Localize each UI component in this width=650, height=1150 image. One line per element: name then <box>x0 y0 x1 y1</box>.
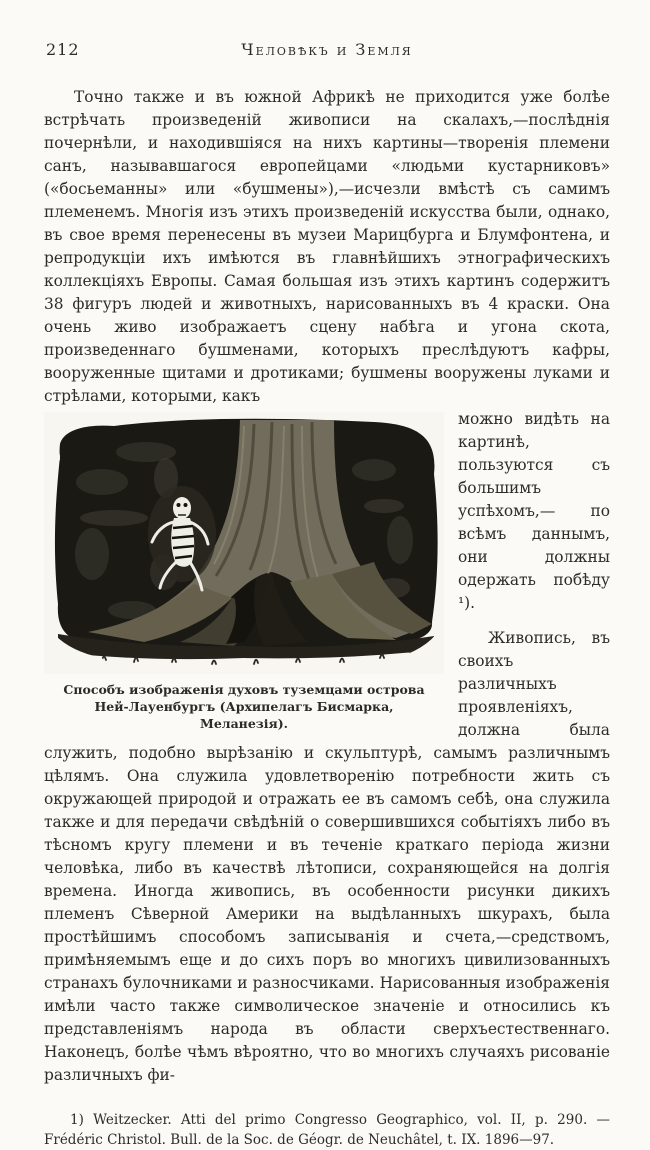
text-flow <box>44 408 610 1087</box>
tree-spirit-engraving <box>44 412 444 674</box>
figure <box>44 412 444 732</box>
paragraph-2: Живопись, въ своихъ различныхъ проявленіяхъ, должна была служить, подобно вырѣзанію и скульптурѣ, самымъ различнымъ цѣлямъ. Она служила удовлетворенію потребности жить съ окружающей природой и отражать ее въ самомъ себѣ, она служила также и для передачи свѣдѣній о совершившихся событіяхъ либо въ тѣсномъ кругу племени и въ теченіе краткаго періода жизни человѣка, либо въ качествѣ лѣтописи, сохраняющейся на долгія времена. Иногда живопись, въ особенности рисунки дикихъ племенъ Сѣверной Америки на выдѣланныхъ шкурахъ, была простѣйшимъ способомъ записыванія и счета,—средствомъ, примѣняемымъ еще и до сихъ поръ во многихъ цивилизованныхъ странахъ булочниками и разносчиками. Нарисованныя изображенія имѣли часто также символическое значеніе и относились къ представленіямъ народа въ области сверхъестественнаго. Наконецъ, болѣе чѣмъ вѣроятно, что во многихъ случаяхъ рисованіе различныхъ фи- <box>44 629 610 1084</box>
paragraph-1-continued: можно видѣть на картинѣ, пользуются съ большимъ успѣхомъ,— по всѣмъ даннымъ, они должны одержать побѣду ¹). <box>458 410 610 612</box>
page-body <box>44 86 610 1150</box>
footnote: 1) Weitzecker. Atti del primo Congresso Geographico, vol. II, p. 290. — Frédéric Christol. Bull. de la Soc. de Géogr. de Neuchâtel, t. IX. 1896—97. <box>44 1112 610 1148</box>
page-number: 212 <box>46 40 80 59</box>
page-header <box>44 40 610 64</box>
page-header-title: Человѣкъ и Земля <box>241 40 413 59</box>
figure-caption: Способъ изображенія духовъ туземцами острова Ней-Лауенбургъ (Архипелагъ Бисмарка, Меланезія). <box>63 682 425 731</box>
paragraph-1: Точно также и въ южной Африкѣ не приходится уже болѣе встрѣчать произведеній живописи на скалахъ,—послѣднія почернѣли, и находившіяся на нихъ картины—творенія племени санъ, называвшагося европейцами «людьми кустарниковъ» («босьеманны» или «бушмены»),—исчезли вмѣстѣ съ самимъ племенемъ. Многія изъ этихъ произведеній искусства были, однако, въ свое время перенесены въ музеи Марицбурга и Блумфонтена, и репродукціи ихъ имѣются въ главнѣйшихъ этнографическихъ коллекціяхъ Европы. Самая большая изъ этихъ картинъ содержитъ 38 фигуръ людей и животныхъ, нарисованныхъ въ 4 краски. Она очень живо изображаетъ сцену набѣга и угона скота, произведеннаго бушменами, которыхъ преслѣдуютъ кафры, вооруженные щитами и дротиками; бушмены вооружены луками и стрѣлами, которыми, какъ <box>44 88 610 405</box>
